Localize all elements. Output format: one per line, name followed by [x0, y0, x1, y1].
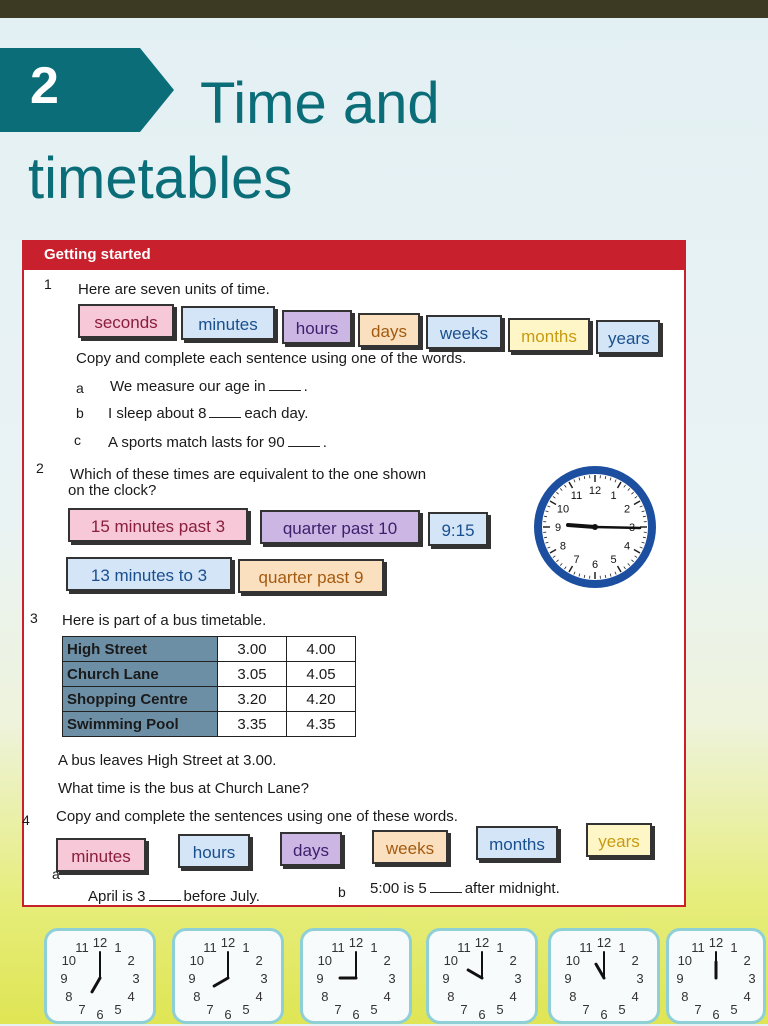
- q4a-sentence: April is 3 before July.: [88, 888, 260, 905]
- unit-months: months: [508, 318, 590, 352]
- word-weeks: weeks: [372, 830, 448, 864]
- clock-icon: [303, 931, 409, 1021]
- unit-days: days: [358, 313, 420, 347]
- clock-numeral: 1: [370, 940, 377, 955]
- option-quarter-past-9: quarter past 9: [238, 559, 384, 593]
- unit-seconds: seconds: [78, 304, 174, 338]
- answer-blank: [269, 390, 301, 391]
- q1b-letter: b: [76, 405, 84, 421]
- clock-numeral: 10: [62, 953, 76, 968]
- clock-numeral: 12: [709, 935, 723, 950]
- stop-name: Swimming Pool: [63, 712, 218, 737]
- unit-minutes: minutes: [181, 306, 275, 340]
- stop-name: Shopping Centre: [63, 687, 218, 712]
- clock-numeral: 6: [96, 1007, 103, 1021]
- clock-numeral: 11: [579, 940, 593, 955]
- q1c-sentence: A sports match lasts for 90 .: [108, 434, 327, 451]
- word-years: years: [586, 823, 652, 857]
- clock-numeral: 3: [748, 971, 755, 986]
- q1-number: 1: [44, 276, 52, 292]
- chapter-tab: [0, 48, 140, 132]
- q1b-sentence: I sleep about 8 each day.: [108, 405, 308, 422]
- q4-prompt: Copy and complete the sentences using one of these words.: [56, 808, 458, 825]
- analog-clock: [530, 462, 660, 592]
- unit-hours: hours: [282, 310, 352, 344]
- clock-icon: [175, 931, 281, 1021]
- q1a-sentence: We measure our age in .: [110, 378, 308, 395]
- time-cell: 3.20: [218, 687, 287, 712]
- clock-numeral: 12: [597, 935, 611, 950]
- clock-numeral: 11: [75, 940, 89, 955]
- clock-numeral: 11: [457, 940, 471, 955]
- clock-numeral: 3: [514, 971, 521, 986]
- q3-prompt: Here is part of a bus timetable.: [62, 612, 266, 629]
- clock-numeral: 2: [256, 953, 263, 968]
- option-15-past-3: 15 minutes past 3: [68, 508, 248, 542]
- clock-face-icon: [530, 462, 660, 592]
- q2-prompt-line1: Which of these times are equivalent to the one shown: [70, 466, 426, 483]
- clock-numeral: 2: [510, 953, 517, 968]
- clock-numeral: 9: [564, 971, 571, 986]
- answer-blank: [149, 900, 181, 901]
- answer-blank: [430, 892, 462, 893]
- q4b-sentence: 5:00 is 5 after midnight.: [370, 880, 560, 897]
- table-row: [63, 687, 356, 712]
- clock-numeral: 8: [447, 989, 454, 1004]
- clock-numeral: 10: [566, 953, 580, 968]
- clock-numeral: 5: [242, 1002, 249, 1017]
- clock-numeral: 3: [132, 971, 139, 986]
- hour-hand: [92, 978, 100, 992]
- clock-numeral: 2: [744, 953, 751, 968]
- chapter-title-line2: timetables: [28, 145, 292, 212]
- clock-numeral: 2: [128, 953, 135, 968]
- hour-hand: [596, 964, 604, 978]
- clock-numeral: 9: [316, 971, 323, 986]
- clock-numeral: 12: [349, 935, 363, 950]
- clock-numeral: 11: [203, 940, 217, 955]
- thumbnail-clock: [44, 928, 156, 1024]
- clock-numeral: 4: [624, 541, 630, 553]
- table-row: [63, 662, 356, 687]
- time-cell: 4.00: [287, 637, 356, 662]
- clock-numeral: 3: [388, 971, 395, 986]
- word-hours: hours: [178, 834, 250, 868]
- clock-numeral: 7: [582, 1002, 589, 1017]
- option-13-to-3: 13 minutes to 3: [66, 557, 232, 591]
- clock-numeral: 4: [128, 989, 135, 1004]
- clock-numeral: 1: [730, 940, 737, 955]
- chapter-number: 2: [30, 56, 59, 116]
- clock-numeral: 7: [460, 1002, 467, 1017]
- section-heading-bar: [22, 240, 684, 270]
- stop-name: Church Lane: [63, 662, 218, 687]
- clock-numeral: 1: [242, 940, 249, 955]
- clock-numeral: 2: [624, 504, 630, 516]
- clock-numeral: 1: [114, 940, 121, 955]
- clock-numeral: 3: [636, 971, 643, 986]
- clock-numeral: 4: [384, 989, 391, 1004]
- q3-line1: A bus leaves High Street at 3.00.: [58, 752, 276, 769]
- q2-number: 2: [36, 460, 44, 476]
- clock-numeral: 7: [573, 554, 579, 566]
- unit-years: years: [596, 320, 660, 354]
- table-row: [63, 637, 356, 662]
- clock-icon: [47, 931, 153, 1021]
- clock-numeral: 8: [569, 989, 576, 1004]
- clock-numeral: 12: [475, 935, 489, 950]
- clock-numeral: 12: [221, 935, 235, 950]
- thumbnail-clock: [426, 928, 538, 1024]
- option-9-15: 9:15: [428, 512, 488, 546]
- clock-numeral: 8: [560, 541, 566, 553]
- unit-weeks: weeks: [426, 315, 502, 349]
- clock-numeral: 8: [65, 989, 72, 1004]
- clock-numeral: 11: [331, 940, 345, 955]
- clock-numeral: 6: [600, 1007, 607, 1021]
- q1-prompt: Here are seven units of time.: [78, 281, 270, 298]
- time-cell: 3.05: [218, 662, 287, 687]
- chapter-title-line1: Time and: [200, 70, 440, 137]
- clock-numeral: 12: [93, 935, 107, 950]
- clock-icon: [429, 931, 535, 1021]
- option-quarter-past-10: quarter past 10: [260, 510, 420, 544]
- time-cell: 3.35: [218, 712, 287, 737]
- clock-icon: [669, 931, 763, 1021]
- clock-numeral: 10: [190, 953, 204, 968]
- clock-numeral: 5: [496, 1002, 503, 1017]
- time-cell: 3.00: [218, 637, 287, 662]
- clock-numeral: 10: [678, 953, 692, 968]
- q4b-letter: b: [338, 884, 346, 900]
- clock-numeral: 10: [557, 504, 569, 516]
- answer-blank: [209, 417, 241, 418]
- clock-numeral: 1: [496, 940, 503, 955]
- thumbnail-clock: [172, 928, 284, 1024]
- clock-numeral: 1: [610, 490, 616, 502]
- clock-numeral: 5: [618, 1002, 625, 1017]
- clock-icon: [551, 931, 657, 1021]
- word-days: days: [280, 832, 342, 866]
- clock-numeral: 4: [256, 989, 263, 1004]
- clock-numeral: 4: [632, 989, 639, 1004]
- time-cell: 4.35: [287, 712, 356, 737]
- clock-numeral: 9: [555, 522, 561, 534]
- word-months: months: [476, 826, 558, 860]
- q1-instruction: Copy and complete each sentence using one of the words.: [76, 350, 466, 367]
- clock-numeral: 8: [193, 989, 200, 1004]
- clock-numeral: 5: [610, 554, 616, 566]
- q4-number: 4: [22, 812, 30, 828]
- clock-numeral: 5: [370, 1002, 377, 1017]
- clock-numeral: 5: [730, 1002, 737, 1017]
- clock-numeral: 7: [78, 1002, 85, 1017]
- bus-timetable: [62, 636, 356, 737]
- thumbnail-clock: [548, 928, 660, 1024]
- hour-hand: [214, 978, 228, 986]
- clock-numeral: 4: [744, 989, 751, 1004]
- clock-numeral: 3: [260, 971, 267, 986]
- thumbnail-clock: [666, 928, 766, 1024]
- clock-numeral: 7: [206, 1002, 213, 1017]
- clock-numeral: 9: [60, 971, 67, 986]
- answer-blank: [288, 446, 320, 447]
- clock-numeral: 2: [384, 953, 391, 968]
- clock-numeral: 11: [571, 490, 582, 502]
- clock-numeral: 6: [712, 1007, 719, 1021]
- clock-numeral: 1: [618, 940, 625, 955]
- clock-numeral: 6: [592, 559, 598, 571]
- clock-numeral: 8: [321, 989, 328, 1004]
- q3-line2: What time is the bus at Church Lane?: [58, 780, 309, 797]
- q4a-letter: a: [52, 866, 60, 882]
- clock-numeral: 2: [632, 953, 639, 968]
- clock-numeral: 6: [224, 1007, 231, 1021]
- stop-name: High Street: [63, 637, 218, 662]
- clock-numeral: 6: [352, 1007, 359, 1021]
- section-heading: Getting started: [44, 246, 151, 263]
- q2-prompt-line2: on the clock?: [68, 482, 156, 499]
- q1a-letter: a: [76, 380, 84, 396]
- clock-numeral: 12: [589, 485, 601, 497]
- hour-hand: [468, 970, 482, 978]
- clock-numeral: 9: [188, 971, 195, 986]
- chapter-arrow: [140, 48, 174, 132]
- clock-numeral: 9: [442, 971, 449, 986]
- clock-numeral: 7: [694, 1002, 701, 1017]
- clock-numeral: 8: [681, 989, 688, 1004]
- clock-numeral: 4: [510, 989, 517, 1004]
- q1c-letter: c: [74, 432, 81, 448]
- clock-numeral: 6: [478, 1007, 485, 1021]
- clock-numeral: 11: [691, 940, 705, 955]
- time-cell: 4.05: [287, 662, 356, 687]
- q3-number: 3: [30, 610, 38, 626]
- clock-numeral: 7: [334, 1002, 341, 1017]
- thumbnail-clock: [300, 928, 412, 1024]
- clock-numeral: 10: [444, 953, 458, 968]
- time-cell: 4.20: [287, 687, 356, 712]
- clock-numeral: 5: [114, 1002, 121, 1017]
- word-minutes: minutes: [56, 838, 146, 872]
- table-row: [63, 712, 356, 737]
- clock-numeral: 10: [318, 953, 332, 968]
- clock-numeral: 9: [676, 971, 683, 986]
